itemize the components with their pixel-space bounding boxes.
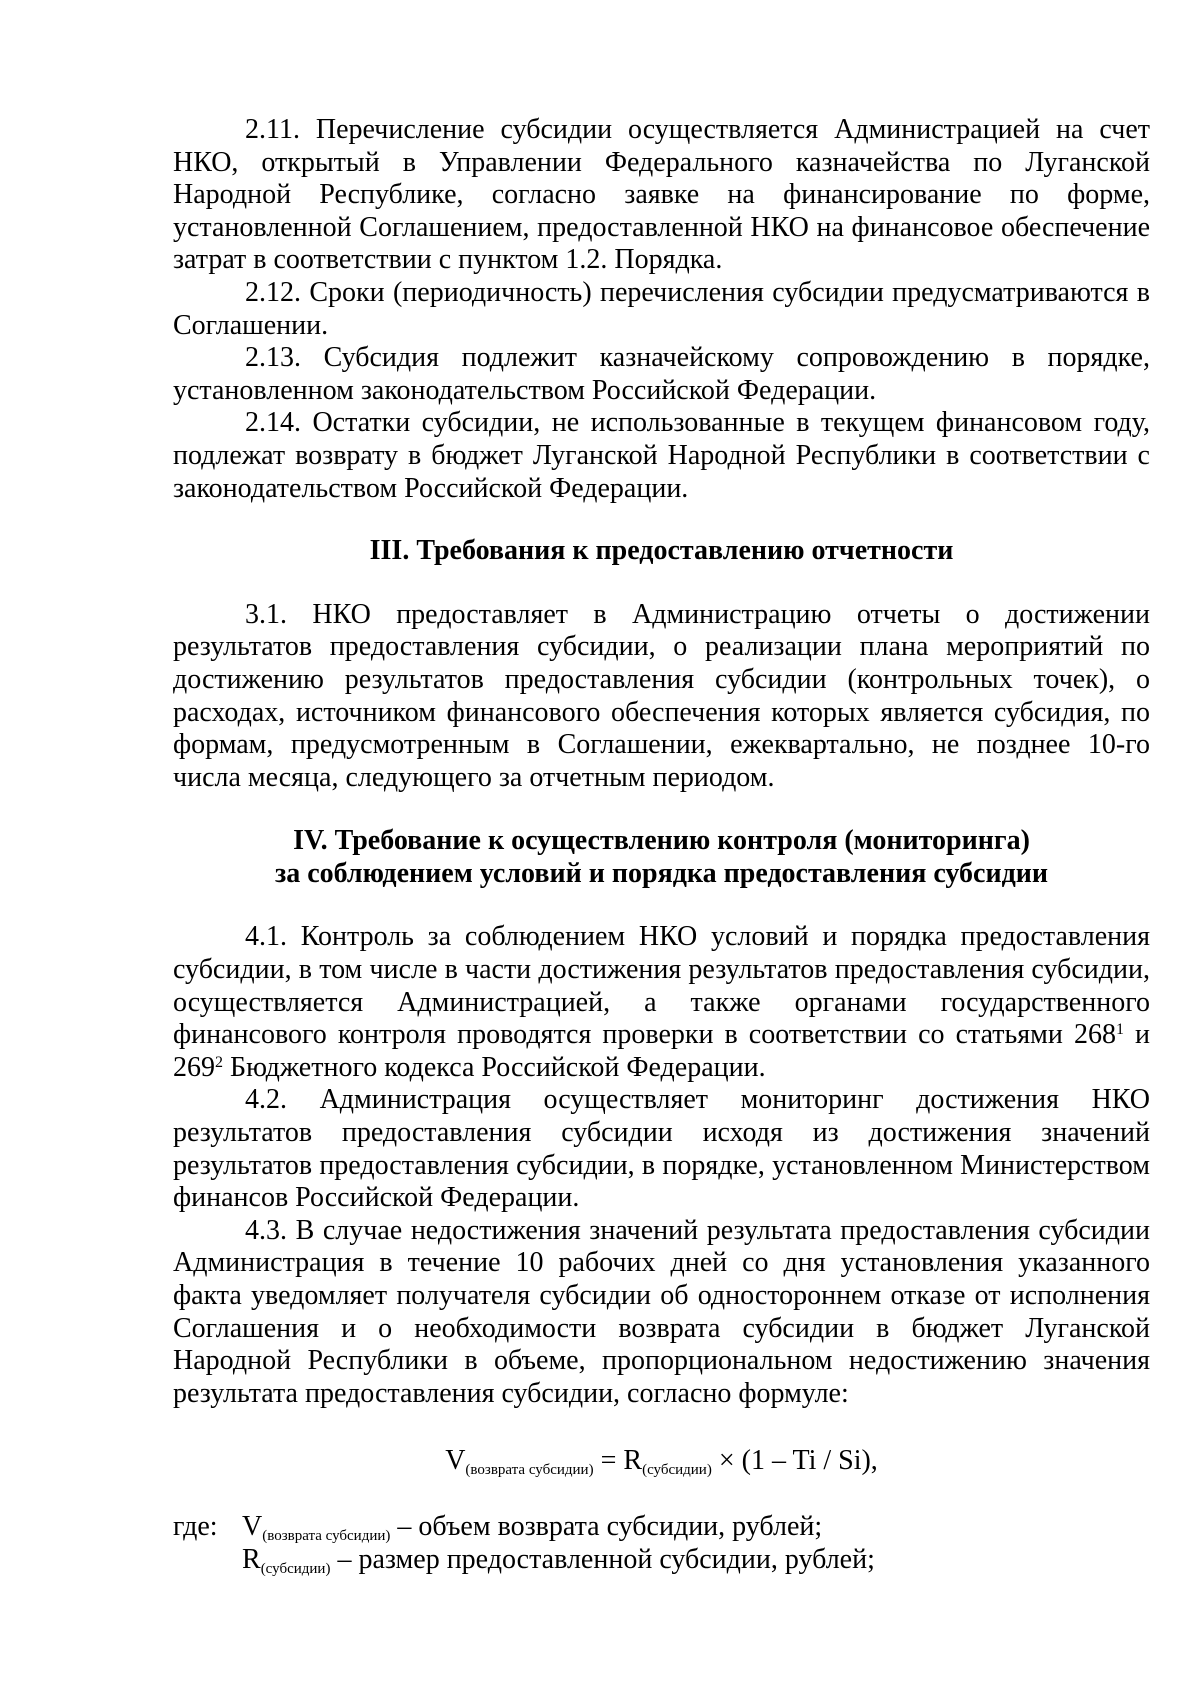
definition-v-subscript: (возврата субсидии) <box>262 1527 391 1544</box>
article-268-superscript: 1 <box>1115 1021 1124 1039</box>
definition-v <box>242 1511 1150 1544</box>
definitions-label: где: <box>173 1510 218 1542</box>
formula <box>173 1445 1150 1478</box>
definition-r-symbol: R <box>242 1543 261 1575</box>
paragraph-4-1 <box>173 921 1150 1084</box>
paragraph-2-14: 2.14. Остатки субсидии, не использованные в текущем финансовом году, подлежат возврату в бюджет Луганской Народной Республики в соответствии с законодательством Российской Федерации. <box>173 407 1150 504</box>
paragraph-4-1-text-a: 4.1. Контроль за соблюдением НКО условий и порядка предоставления субсидии, в том числе в части достижения результатов предоставления субсидии, осуществляется Администрацией, а также органами государственного финансового контроля проводятся проверки в соответствии со статьями 268 <box>173 921 1150 1051</box>
definition-r-text: – размер предоставленной субсидии, рублей; <box>330 1543 875 1575</box>
definition-v-text: – объем возврата субсидии, рублей; <box>390 1510 823 1542</box>
paragraph-2-11: 2.11. Перечисление субсидии осуществляется Администрацией на счет НКО, открытый в Управлении Федерального казначейства по Луганской Народной Республике, согласно заявке на финансирование по форме, установленной Соглашением, предоставленной НКО на финансовое обеспечение затрат в соответствии с пунктом 1.2. Порядка. <box>173 114 1150 276</box>
paragraph-2-12: 2.12. Сроки (периодичность) перечисления субсидии предусматриваются в Соглашении. <box>173 276 1150 341</box>
section-4-heading <box>173 825 1150 890</box>
definition-r <box>242 1544 1150 1577</box>
formula-v: V <box>445 1445 466 1477</box>
definition-r-subscript: (субсидии) <box>260 1560 331 1577</box>
document-page <box>173 114 1150 1576</box>
paragraph-4-2: 4.2. Администрация осуществляет мониторинг достижения НКО результатов предоставления субсидии исходя из достижения значений результатов предоставления субсидии, в порядке, установленном Министерством финансов Российской Федерации. <box>173 1084 1150 1214</box>
formula-equals: = <box>593 1445 624 1477</box>
formula-rest: × (1 – Ti / Si), <box>711 1445 878 1477</box>
article-269-superscript: 2 <box>215 1053 223 1071</box>
paragraph-3-1: 3.1. НКО предоставляет в Администрацию отчеты о достижении результатов предоставления субсидии, о реализации плана мероприятий по достижению результатов предоставления субсидии (контрольных точек), о расходах, источником финансового обеспечения которых является субсидия, по формам, предусмотренным в Соглашении, ежеквартально, не позднее 10-го числа месяца, следующего за отчетным периодом. <box>173 598 1150 793</box>
paragraph-2-13: 2.13. Субсидия подлежит казначейскому сопровождению в порядке, установленном законодательством Российской Федерации. <box>173 342 1150 406</box>
formula-r-subscript: (субсидии) <box>642 1462 712 1479</box>
formula-r: R <box>623 1445 643 1477</box>
section-4-heading-line2: за соблюдением условий и порядка предоставления субсидии <box>274 857 1049 889</box>
formula-v-subscript: (возврата субсидии) <box>465 1462 594 1479</box>
definition-v-symbol: V <box>242 1510 263 1542</box>
paragraph-4-3: 4.3. В случае недостижения значений результата предоставления субсидии Администрация в течение 10 рабочих дней со дня установления указанного факта уведомляет получателя субсидии об одностороннем отказе от исполнения Соглашения и о необходимости возврата субсидии в бюджет Луганской Народной Республики в объеме, пропорциональном недостижению значения результата предоставления субсидии, согласно формуле: <box>173 1214 1150 1409</box>
section-3-heading: III. Требования к предоставлению отчетности <box>369 535 954 567</box>
section-4-heading-line1: IV. Требование к осуществлению контроля (мониторинга) <box>293 825 1030 857</box>
paragraph-4-1-text-b: и 269 <box>173 1019 1151 1083</box>
paragraph-4-1-text-c: Бюджетного кодекса Российской Федерации. <box>223 1051 766 1083</box>
definitions-block <box>173 1511 1150 1576</box>
